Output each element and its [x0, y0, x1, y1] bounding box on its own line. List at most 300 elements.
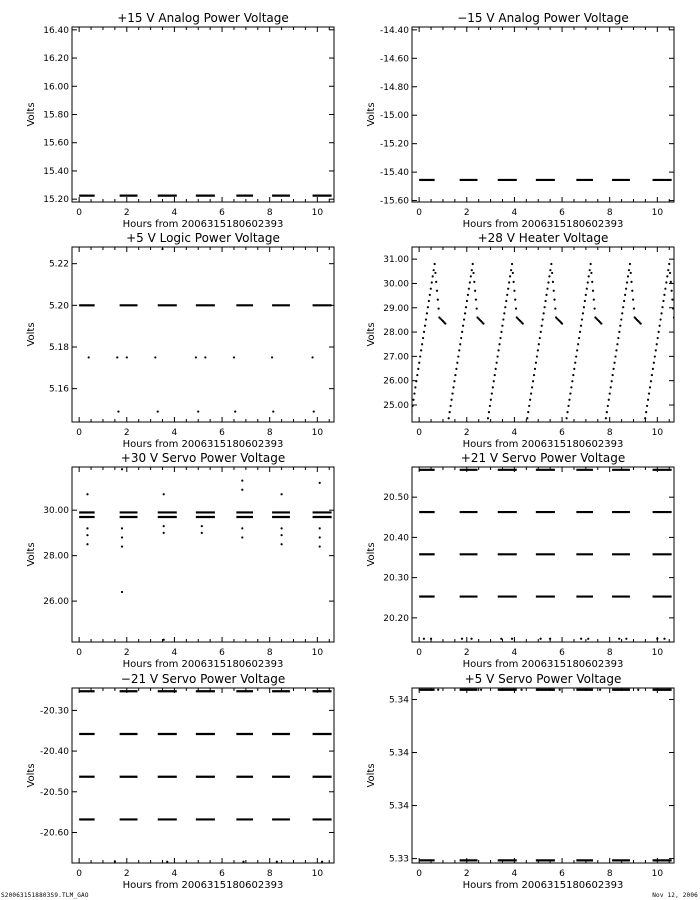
y-axis-label: Volts	[26, 322, 37, 347]
data-point	[553, 299, 555, 301]
data-point	[425, 318, 427, 320]
plot-frame	[72, 467, 334, 642]
data-point	[452, 386, 454, 388]
data-point	[658, 331, 660, 333]
data-point	[528, 405, 530, 407]
x-tick-label: 10	[651, 869, 664, 879]
y-tick-label: 31.00	[383, 255, 409, 266]
data-point	[497, 349, 499, 351]
data-point	[652, 368, 654, 370]
data-point	[668, 263, 670, 265]
data-point	[490, 399, 492, 401]
y-tick-label: -14.60	[379, 54, 409, 65]
data-point	[529, 399, 531, 401]
data-point	[121, 527, 123, 529]
data-point	[242, 861, 244, 863]
data-point	[511, 638, 513, 640]
data-point	[537, 349, 539, 351]
data-point	[416, 374, 418, 376]
y-tick-label: 30.00	[43, 506, 69, 517]
data-point	[673, 316, 675, 318]
chart-panel-8	[366, 672, 674, 891]
data-point	[575, 355, 577, 357]
data-point	[233, 356, 235, 358]
chart-title: +5 V Servo Power Voltage	[464, 672, 622, 686]
data-point	[550, 263, 552, 265]
data-point	[671, 290, 673, 292]
chart-title: +15 V Analog Power Voltage	[117, 11, 289, 25]
data-point	[418, 362, 420, 364]
data-point	[513, 281, 515, 283]
data-point	[592, 290, 594, 292]
y-tick-label: 5.34	[388, 801, 409, 812]
x-tick-label: 4	[171, 428, 178, 438]
data-point	[655, 349, 657, 351]
data-point	[661, 306, 663, 308]
x-tick-label: 10	[651, 648, 664, 658]
data-point	[619, 325, 621, 327]
y-tick-label: -20.50	[39, 787, 69, 798]
y-tick-label: 5.18	[48, 343, 69, 353]
data-point	[533, 374, 535, 376]
x-tick-label: 2	[463, 648, 470, 658]
data-point	[672, 307, 674, 309]
data-point	[546, 288, 548, 290]
chart-title: +5 V Logic Power Voltage	[126, 231, 280, 245]
data-point	[281, 527, 283, 529]
data-point	[637, 689, 639, 691]
x-tick-label: 10	[651, 208, 664, 218]
data-point	[313, 410, 315, 412]
data-point	[669, 272, 671, 274]
data-point	[163, 525, 165, 527]
data-point	[604, 423, 606, 425]
x-tick-label: 6	[219, 869, 225, 879]
data-point	[656, 638, 658, 640]
data-point	[476, 307, 478, 309]
data-point	[430, 288, 432, 290]
data-point	[444, 322, 446, 324]
data-point	[117, 410, 119, 412]
x-tick-label: 6	[559, 428, 565, 438]
x-axis-label: Hours from 2006315180602393	[462, 659, 624, 670]
data-point	[540, 331, 542, 333]
y-axis-label: Volts	[26, 763, 37, 788]
data-point	[651, 374, 653, 376]
x-tick-label: 4	[511, 869, 518, 879]
data-point	[609, 392, 611, 394]
data-point	[455, 368, 457, 370]
data-point	[453, 380, 455, 382]
y-tick-label: 27.00	[383, 352, 409, 363]
data-point	[576, 349, 578, 351]
data-point	[436, 290, 438, 292]
data-point	[630, 272, 632, 274]
data-point	[241, 536, 243, 538]
data-point	[474, 290, 476, 292]
x-tick-label: 10	[311, 648, 324, 658]
data-point	[569, 392, 571, 394]
y-tick-label: 5.33	[388, 854, 409, 865]
data-point	[520, 689, 522, 691]
data-point	[423, 638, 425, 640]
data-point	[435, 281, 437, 283]
data-point	[461, 638, 463, 640]
data-point	[451, 392, 453, 394]
data-point	[670, 281, 672, 283]
data-point	[319, 527, 321, 529]
data-point	[675, 319, 677, 321]
x-tick-label: 8	[606, 648, 613, 658]
data-point	[664, 288, 666, 290]
data-point	[468, 288, 470, 290]
data-point	[465, 306, 467, 308]
x-tick-label: 2	[123, 648, 130, 658]
data-point	[570, 386, 572, 388]
data-point	[163, 493, 165, 495]
x-tick-label: 0	[76, 208, 83, 218]
data-point	[587, 638, 589, 640]
data-point	[600, 322, 602, 324]
data-point	[581, 318, 583, 320]
chart-panel-4	[366, 231, 681, 450]
x-tick-label: 8	[266, 648, 273, 658]
data-point	[536, 355, 538, 357]
data-point	[197, 410, 199, 412]
data-point	[591, 281, 593, 283]
data-point	[614, 355, 616, 357]
chart-panel-5	[26, 451, 334, 670]
y-tick-label: 20.30	[383, 573, 409, 584]
data-point	[487, 417, 489, 419]
y-tick-label: -15.00	[379, 111, 409, 122]
y-tick-label: -15.40	[379, 168, 409, 179]
data-point	[648, 392, 650, 394]
footer-filename: S200631518803S9.TLM_GAO	[1, 892, 89, 899]
data-point	[469, 281, 471, 283]
data-point	[486, 423, 488, 425]
x-axis-label: Hours from 2006315180602393	[122, 659, 284, 670]
data-point	[281, 493, 283, 495]
data-point	[492, 386, 494, 388]
data-point	[665, 281, 667, 283]
data-point	[544, 306, 546, 308]
data-point	[590, 263, 592, 265]
y-tick-label: -15.20	[379, 139, 409, 150]
data-point	[281, 543, 283, 545]
data-point	[625, 638, 627, 640]
data-point	[644, 417, 646, 419]
data-point	[195, 356, 197, 358]
data-point	[678, 321, 680, 323]
data-point	[515, 307, 517, 309]
data-point	[472, 263, 474, 265]
data-point	[659, 318, 661, 320]
y-tick-label: -20.60	[39, 828, 69, 839]
data-point	[456, 362, 458, 364]
y-tick-label: -14.80	[379, 82, 409, 93]
data-point	[605, 417, 607, 419]
chart-panel-1	[26, 11, 334, 230]
data-point	[496, 362, 498, 364]
data-point	[585, 294, 587, 296]
data-point	[541, 325, 543, 327]
x-tick-label: 4	[511, 648, 518, 658]
chart-title: +28 V Heater Voltage	[477, 231, 609, 245]
data-point	[473, 281, 475, 283]
data-point	[412, 399, 414, 401]
data-layer	[409, 263, 682, 426]
data-point	[432, 275, 434, 277]
data-point	[121, 536, 123, 538]
data-point	[567, 405, 569, 407]
x-tick-label: 6	[219, 648, 225, 658]
data-point	[511, 263, 513, 265]
y-tick-label: 25.00	[383, 400, 409, 411]
data-point	[463, 318, 465, 320]
data-point	[553, 290, 555, 292]
data-point	[622, 306, 624, 308]
data-point	[154, 356, 156, 358]
plot-frame	[412, 27, 674, 202]
data-point	[571, 380, 573, 382]
data-point	[587, 281, 589, 283]
data-point	[470, 275, 472, 277]
data-point	[437, 299, 439, 301]
data-point	[157, 410, 159, 412]
data-point	[507, 288, 509, 290]
x-tick-label: 8	[606, 428, 613, 438]
y-tick-label: 5.34	[388, 695, 409, 706]
x-tick-label: 6	[559, 648, 565, 658]
data-point	[163, 639, 165, 641]
y-tick-label: 20.50	[383, 493, 409, 504]
data-point	[88, 356, 90, 358]
data-layer	[79, 691, 331, 863]
x-tick-label: 2	[123, 428, 130, 438]
y-tick-label: 20.40	[383, 533, 409, 544]
data-point	[457, 355, 459, 357]
data-point	[415, 380, 417, 382]
data-point	[505, 300, 507, 302]
data-point	[500, 638, 502, 640]
x-axis-label: Hours from 2006315180602393	[122, 880, 284, 891]
data-point	[623, 300, 625, 302]
data-point	[631, 290, 633, 292]
y-axis-label: Volts	[26, 102, 37, 127]
y-tick-label: 20.20	[383, 613, 409, 624]
data-point	[501, 325, 503, 327]
data-point	[548, 275, 550, 277]
y-tick-label: 16.40	[43, 25, 69, 36]
data-point	[530, 392, 532, 394]
data-point	[610, 386, 612, 388]
data-point	[413, 392, 415, 394]
x-tick-label: 6	[219, 428, 225, 438]
data-point	[422, 337, 424, 339]
data-point	[568, 399, 570, 401]
data-point	[272, 410, 274, 412]
data-point	[646, 405, 648, 407]
x-tick-label: 10	[311, 869, 324, 879]
x-axis-label: Hours from 2006315180602393	[122, 219, 284, 230]
data-point	[508, 281, 510, 283]
data-point	[532, 380, 534, 382]
data-point	[495, 368, 497, 370]
data-point	[627, 275, 629, 277]
y-tick-label: 15.20	[43, 195, 69, 206]
data-point	[311, 356, 313, 358]
y-tick-label: 5.20	[48, 301, 69, 312]
data-point	[653, 362, 655, 364]
data-point	[662, 300, 664, 302]
data-point	[659, 325, 661, 327]
y-axis-label: Volts	[26, 542, 37, 567]
data-point	[424, 325, 426, 327]
y-tick-label: 5.16	[48, 384, 69, 395]
data-point	[447, 423, 449, 425]
data-point	[116, 356, 118, 358]
data-point	[611, 380, 613, 382]
data-point	[656, 343, 658, 345]
data-point	[543, 312, 545, 314]
chart-panel-7	[26, 672, 334, 891]
data-point	[527, 411, 529, 413]
data-point	[679, 322, 681, 324]
data-layer	[419, 470, 671, 640]
data-point	[612, 368, 614, 370]
plot-frame	[412, 247, 674, 422]
data-point	[426, 312, 428, 314]
data-point	[433, 269, 435, 271]
y-axis-label: Volts	[366, 102, 377, 127]
data-point	[626, 281, 628, 283]
chart-title: −21 V Servo Power Voltage	[120, 672, 286, 686]
y-tick-label: 5.22	[48, 259, 69, 270]
data-point	[491, 392, 493, 394]
data-point	[643, 423, 645, 425]
x-tick-label: 8	[606, 869, 613, 879]
data-point	[573, 368, 575, 370]
data-point	[663, 294, 665, 296]
x-tick-label: 4	[511, 428, 518, 438]
data-point	[471, 269, 473, 271]
data-point	[166, 861, 168, 863]
data-point	[480, 689, 482, 691]
data-point	[319, 482, 321, 484]
data-point	[629, 263, 631, 265]
data-point	[430, 638, 432, 640]
y-tick-label: 16.00	[43, 82, 69, 93]
y-tick-label: 26.00	[383, 376, 409, 387]
x-tick-label: 2	[123, 869, 130, 879]
data-point	[114, 861, 116, 863]
data-point	[566, 411, 568, 413]
data-layer	[419, 689, 671, 861]
data-point	[549, 638, 551, 640]
data-point	[234, 410, 236, 412]
y-axis-label: Volts	[366, 763, 377, 788]
x-tick-label: 0	[76, 869, 83, 879]
data-point	[615, 349, 617, 351]
data-point	[657, 337, 659, 339]
data-point	[319, 536, 321, 538]
data-point	[574, 362, 576, 364]
x-tick-label: 6	[559, 208, 565, 218]
x-tick-label: 0	[416, 428, 423, 438]
data-point	[649, 386, 651, 388]
y-tick-label: 28.00	[383, 328, 409, 339]
data-point	[500, 331, 502, 333]
data-point	[504, 306, 506, 308]
x-tick-label: 8	[266, 428, 273, 438]
x-tick-label: 2	[463, 428, 470, 438]
data-point	[467, 294, 469, 296]
x-tick-label: 2	[123, 208, 130, 218]
y-tick-label: 16.20	[43, 54, 69, 65]
y-axis-label: Volts	[366, 542, 377, 567]
x-tick-label: 8	[266, 869, 273, 879]
data-point	[431, 281, 433, 283]
x-tick-label: 2	[463, 208, 470, 218]
y-tick-label: 29.00	[383, 303, 409, 314]
data-point	[86, 543, 88, 545]
data-point	[434, 272, 436, 274]
data-point	[586, 288, 588, 290]
data-point	[488, 411, 490, 413]
data-point	[561, 322, 563, 324]
data-point	[321, 861, 323, 863]
data-point	[608, 399, 610, 401]
data-layer	[79, 248, 331, 413]
data-point	[460, 337, 462, 339]
data-point	[470, 638, 472, 640]
data-point	[542, 318, 544, 320]
x-axis-label: Hours from 2006315180602393	[462, 439, 624, 450]
data-point	[588, 275, 590, 277]
data-point	[535, 362, 537, 364]
data-point	[502, 318, 504, 320]
data-point	[448, 417, 450, 419]
data-point	[319, 545, 321, 547]
data-point	[428, 300, 430, 302]
data-point	[539, 337, 541, 339]
x-tick-label: 0	[76, 428, 83, 438]
x-tick-label: 2	[463, 869, 470, 879]
chart-title: +30 V Servo Power Voltage	[120, 451, 286, 465]
data-point	[531, 386, 533, 388]
footer-date: Nov 12, 2006	[652, 892, 698, 899]
data-point	[409, 423, 411, 425]
data-point	[594, 307, 596, 309]
data-point	[616, 343, 618, 345]
data-point	[640, 322, 642, 324]
x-tick-label: 4	[171, 869, 178, 879]
data-point	[647, 399, 649, 401]
y-tick-label: 15.80	[43, 110, 69, 121]
data-point	[663, 638, 665, 640]
x-tick-label: 0	[416, 648, 423, 658]
data-point	[538, 343, 540, 345]
data-point	[628, 269, 630, 271]
data-point	[625, 288, 627, 290]
x-axis-label: Hours from 2006315180602393	[122, 439, 284, 450]
data-point	[419, 355, 421, 357]
x-tick-label: 4	[171, 648, 178, 658]
chart-panel-2	[366, 11, 674, 230]
data-point	[583, 306, 585, 308]
data-point	[459, 343, 461, 345]
